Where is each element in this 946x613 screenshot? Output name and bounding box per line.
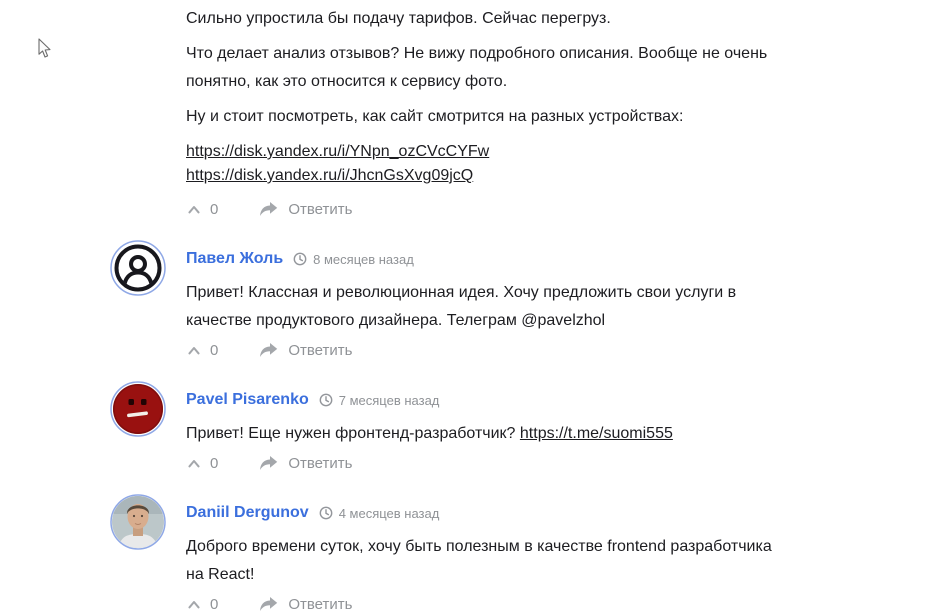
reply-arrow-icon bbox=[258, 201, 278, 217]
reply-label: Ответить bbox=[288, 595, 353, 613]
comment-actions bbox=[186, 200, 786, 218]
comment-text: Привет! Классная и революционная идея. Хочу предложить свои услуги в качестве продуктового дизайнера. Телеграм @pavelzhol bbox=[186, 284, 737, 329]
comment-time bbox=[293, 252, 414, 267]
attachment-links bbox=[186, 138, 786, 188]
comment bbox=[110, 381, 946, 472]
comment-body-continued bbox=[0, 0, 786, 218]
reply-button[interactable] bbox=[258, 342, 352, 359]
reply-arrow-icon bbox=[258, 596, 278, 612]
comment-author-link[interactable]: Daniil Dergunov bbox=[186, 504, 309, 521]
comment-timestamp: 7 месяцев назад bbox=[338, 392, 440, 408]
comment bbox=[110, 494, 946, 613]
telegram-link[interactable]: https://t.me/suomi555 bbox=[519, 425, 673, 442]
avatar-pavel-pisarenko[interactable] bbox=[110, 381, 166, 437]
comment-author-link[interactable]: Павел Жоль bbox=[186, 250, 284, 267]
comment-header bbox=[186, 249, 802, 269]
clock-icon bbox=[319, 393, 333, 407]
comment-content bbox=[186, 381, 802, 472]
comment-actions bbox=[186, 454, 802, 472]
reply-button[interactable] bbox=[258, 201, 352, 218]
vote-count: 0 bbox=[210, 341, 219, 359]
vote-count: 0 bbox=[210, 200, 219, 218]
comment-timestamp: 4 месяцев назад bbox=[338, 505, 440, 521]
reply-arrow-icon bbox=[258, 455, 278, 471]
comment-content bbox=[186, 240, 802, 359]
reply-arrow-icon bbox=[258, 342, 278, 358]
reply-label: Ответить bbox=[288, 341, 353, 359]
reply-button[interactable] bbox=[258, 455, 352, 472]
yandex-disk-link-2[interactable]: https://disk.yandex.ru/i/JhcnGsXvg09jcQ bbox=[186, 167, 474, 184]
comment bbox=[110, 240, 946, 359]
comment-text-part: Привет! Еще нужен фронтенд-разработчик? bbox=[186, 425, 516, 442]
vote-count: 0 bbox=[210, 454, 219, 472]
comment-paragraph: Ну и стоит посмотреть, как сайт смотрится на разных устройствах: bbox=[186, 108, 684, 125]
comment-header bbox=[186, 390, 802, 410]
chevron-up-icon bbox=[186, 202, 202, 217]
comment-paragraph: Сильно упростила бы подачу тарифов. Сейчас перегруз. bbox=[186, 10, 611, 27]
reply-label: Ответить bbox=[288, 200, 353, 218]
photo-avatar bbox=[110, 494, 166, 550]
clock-icon bbox=[293, 252, 307, 266]
upvote-button[interactable] bbox=[186, 597, 202, 612]
default-user-avatar-icon bbox=[110, 240, 166, 296]
avatar-pavel-zhol[interactable] bbox=[110, 240, 166, 296]
comment-time bbox=[319, 393, 440, 408]
mouse-cursor bbox=[38, 38, 52, 59]
comment-header bbox=[186, 503, 802, 523]
upvote-button[interactable] bbox=[186, 456, 202, 471]
yandex-disk-link-1[interactable]: https://disk.yandex.ru/i/YNpn_ozCVcCYFw bbox=[186, 143, 490, 160]
comment-actions bbox=[186, 341, 802, 359]
upvote-button[interactable] bbox=[186, 202, 202, 217]
reply-button[interactable] bbox=[258, 596, 352, 613]
vote-count: 0 bbox=[210, 595, 219, 613]
reply-label: Ответить bbox=[288, 454, 353, 472]
upvote-button[interactable] bbox=[186, 343, 202, 358]
comment-text bbox=[186, 420, 786, 448]
clock-icon bbox=[319, 506, 333, 520]
avatar-daniil-dergunov[interactable] bbox=[110, 494, 166, 550]
comment-text: Доброго времени суток, хочу быть полезным в качестве frontend разработчика на React! bbox=[186, 538, 772, 583]
comment-author-link[interactable]: Pavel Pisarenko bbox=[186, 391, 309, 408]
chevron-up-icon bbox=[186, 343, 202, 358]
comment-paragraph: Что делает анализ отзывов? Не вижу подробного описания. Вообще не очень понятно, как это относится к сервису фото. bbox=[186, 45, 768, 90]
red-face-avatar bbox=[110, 381, 166, 437]
comment-timestamp: 8 месяцев назад bbox=[313, 251, 414, 267]
chevron-up-icon bbox=[186, 597, 202, 612]
chevron-up-icon bbox=[186, 456, 202, 471]
comment-content bbox=[186, 494, 802, 613]
comment-time bbox=[319, 506, 440, 521]
comment-actions bbox=[186, 595, 802, 613]
